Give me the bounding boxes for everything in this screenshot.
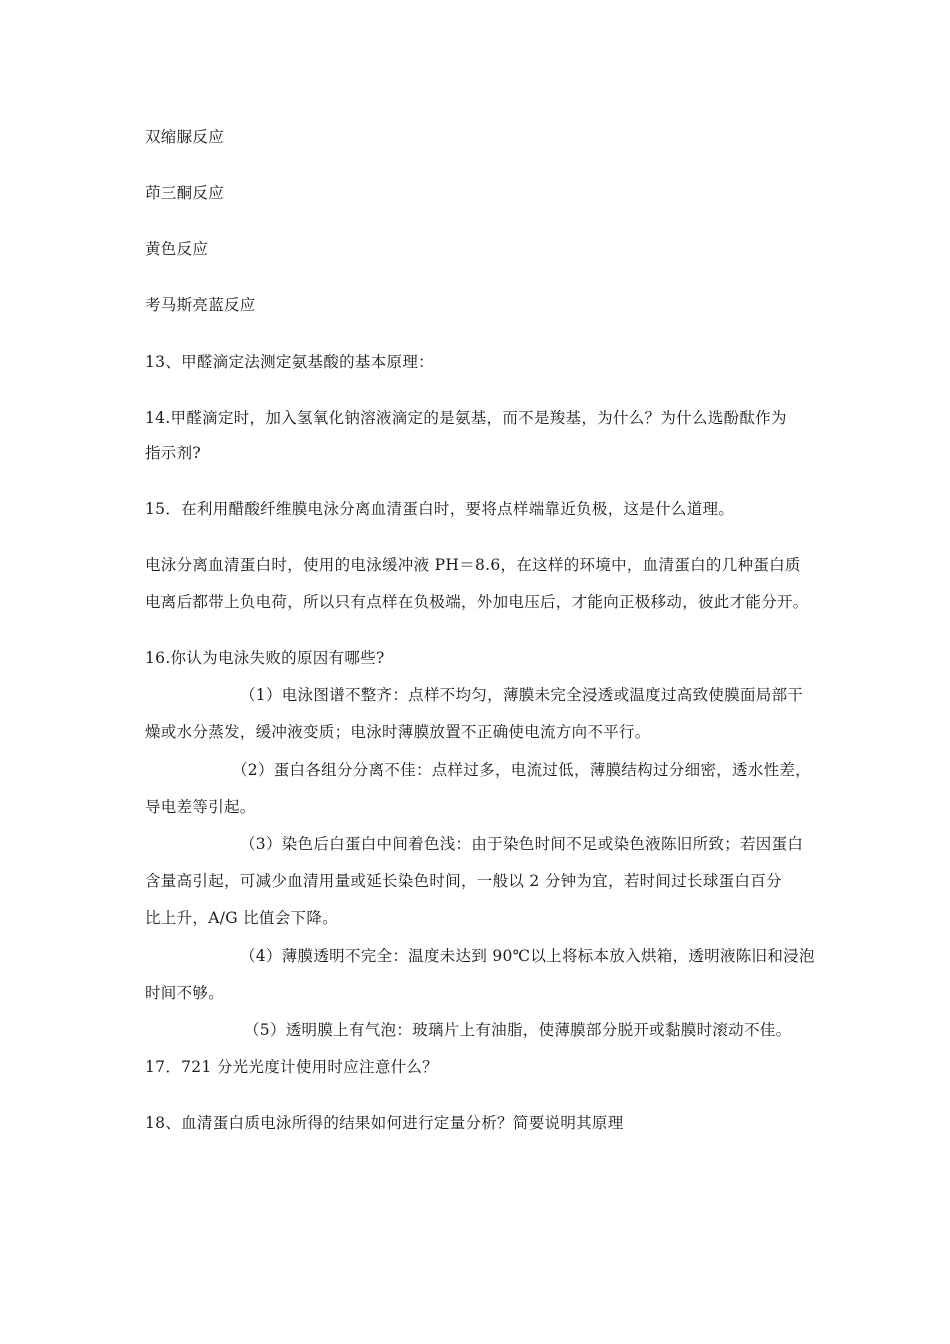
answer-16-item-4-line-1: （4）薄膜透明不完全：温度未达到 90℃以上将标本放入烘箱，透明液陈旧和浸泡	[240, 947, 815, 965]
question-14-line-1: 14.甲醛滴定时，加入氢氧化钠溶液滴定的是氨基，而不是羧基，为什么？为什么选酚酞作为	[145, 409, 787, 427]
text-line-ninhydrin-reaction: 茚三酮反应	[145, 184, 225, 202]
answer-16-item-2-line-1: （2）蛋白各组分分离不佳：点样过多，电流过低，薄膜结构过分细密，透水性差，	[232, 761, 811, 779]
question-16: 16.你认为电泳失败的原因有哪些?	[145, 649, 385, 667]
question-14-line-2: 指示剂?	[145, 444, 202, 462]
question-17: 17．721 分光光度计使用时应注意什么？	[145, 1058, 439, 1076]
answer-16-item-1-line-1: （1）电泳图谱不整齐：点样不均匀，薄膜未完全浸透或温度过高致使膜面局部干	[240, 686, 804, 704]
answer-16-item-3-line-1: （3）染色后白蛋白中间着色浅：由于染色时间不足或染色液陈旧所致；若因蛋白	[240, 835, 804, 853]
answer-15-line-1: 电泳分离血清蛋白时，使用的电泳缓冲液 PH＝8.6，在这样的环境中，血清蛋白的几种蛋白质	[145, 556, 801, 574]
text-line-biuret-reaction: 双缩脲反应	[145, 128, 225, 146]
text-line-coomassie-reaction: 考马斯亮蓝反应	[145, 296, 256, 314]
answer-15-line-2: 电离后都带上负电荷，所以只有点样在负极端，外加电压后，才能向正极移动，彼此才能分开。	[145, 593, 809, 611]
question-13: 13、甲醛滴定法测定氨基酸的基本原理：	[145, 353, 434, 371]
answer-16-item-3-line-2: 含量高引起，可减少血清用量或延长染色时间，一般以 2 分钟为宜，若时间过长球蛋白百分	[145, 872, 782, 890]
answer-16-item-5: （5）透明膜上有气泡：玻璃片上有油脂，使薄膜部分脱开或黏膜时滚动不佳。	[244, 1021, 792, 1039]
question-15: 15．在利用醋酸纤维膜电泳分离血清蛋白时，要将点样端靠近负极，这是什么道理。	[145, 500, 735, 518]
text-line-xanthoproteic-reaction: 黄色反应	[145, 240, 209, 258]
question-18: 18、血清蛋白质电泳所得的结果如何进行定量分析？简要说明其原理	[145, 1114, 624, 1132]
answer-16-item-4-line-2: 时间不够。	[145, 984, 225, 1002]
answer-16-item-2-line-2: 导电差等引起。	[145, 798, 256, 816]
answer-16-item-1-line-2: 燥或水分蒸发，缓冲液变质；电泳时薄膜放置不正确使电流方向不平行。	[145, 723, 651, 741]
answer-16-item-3-line-3: 比上升，A/G 比值会下降。	[145, 909, 338, 927]
